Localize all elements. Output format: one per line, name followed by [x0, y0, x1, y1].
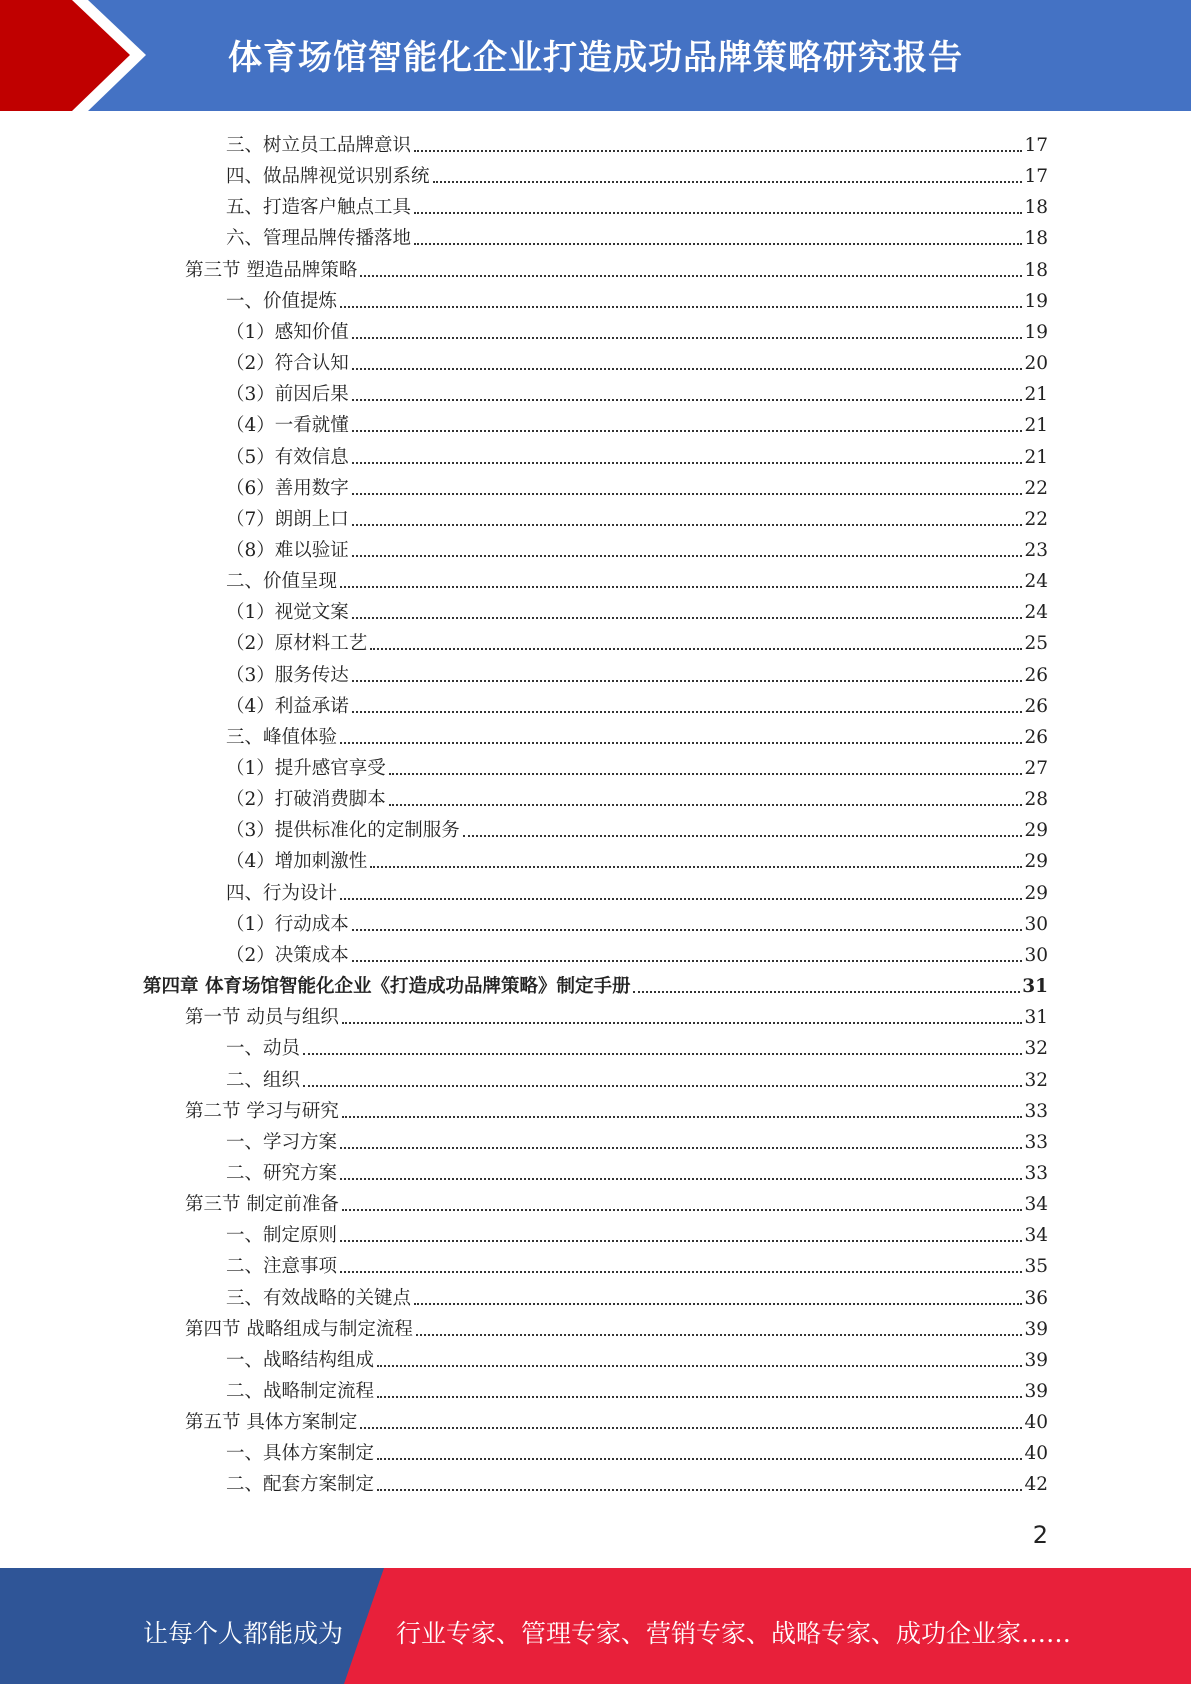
toc-entry[interactable]	[226, 220, 1048, 251]
toc-entry-title: （3）前因后果	[226, 384, 349, 406]
toc-entry[interactable]	[226, 1217, 1048, 1248]
toc-dot-leader	[352, 929, 1023, 931]
toc-entry[interactable]	[226, 283, 1048, 314]
toc-dot-leader	[342, 1022, 1023, 1024]
toc-entry-page: 21	[1024, 446, 1048, 468]
toc-entry[interactable]	[226, 501, 1048, 532]
toc-entry-page: 42	[1024, 1474, 1048, 1496]
toc-entry[interactable]	[226, 625, 1048, 656]
toc-dot-leader	[414, 150, 1022, 152]
toc-entry[interactable]	[226, 1435, 1048, 1466]
toc-entry-title: 第三节 塑造品牌策略	[185, 259, 358, 281]
toc-entry[interactable]	[226, 314, 1048, 345]
toc-entry-title: （1）提升感官享受	[226, 758, 386, 779]
toc-dot-leader	[370, 648, 1022, 650]
toc-entry-title: 一、动员	[226, 1038, 301, 1060]
toc-entry[interactable]	[185, 1404, 1048, 1435]
toc-entry-title: 第四章 体育场馆智能化企业《打造成功品牌策略》制定手册	[143, 976, 631, 998]
toc-entry-page: 34	[1024, 1225, 1048, 1247]
toc-entry[interactable]	[226, 470, 1048, 501]
header-arrow-decoration	[0, 0, 160, 111]
toc-entry-title: （4）利益承诺	[226, 695, 349, 717]
toc-entry-page: 31	[1022, 976, 1048, 998]
toc-entry-title: （3）提供标准化的定制服务	[226, 820, 460, 842]
toc-dot-leader	[352, 711, 1023, 713]
toc-entry-page: 33	[1024, 1100, 1048, 1122]
toc-entry-page: 23	[1024, 539, 1048, 561]
page-header	[0, 0, 1191, 111]
toc-entry-title: 四、做品牌视觉识别系统	[226, 166, 430, 188]
toc-dot-leader	[352, 524, 1023, 526]
toc-dot-leader	[463, 835, 1023, 837]
toc-entry[interactable]	[226, 594, 1048, 625]
toc-dot-leader	[389, 804, 1023, 806]
document-title: 体育场馆智能化企业打造成功品牌策略研究报告	[228, 38, 963, 78]
toc-entry-page: 18	[1024, 259, 1048, 281]
toc-entry[interactable]	[226, 563, 1048, 594]
toc-entry-title: 三、有效战略的关键点	[226, 1287, 412, 1309]
toc-entry-title: 第二节 学习与研究	[185, 1100, 339, 1122]
toc-entry-page: 26	[1024, 726, 1048, 748]
toc-entry[interactable]	[226, 1124, 1048, 1155]
toc-entry-page: 29	[1024, 882, 1048, 904]
toc-dot-leader	[377, 1458, 1022, 1460]
toc-entry[interactable]	[226, 781, 1048, 812]
toc-dot-leader	[352, 430, 1023, 432]
toc-entry-page: 28	[1024, 789, 1048, 811]
toc-entry-title: （2）原材料工艺	[226, 633, 368, 655]
toc-entry[interactable]	[226, 688, 1048, 719]
toc-dot-leader	[340, 586, 1022, 588]
toc-dot-leader	[360, 1427, 1022, 1429]
toc-dot-leader	[633, 991, 1020, 993]
toc-entry-page: 35	[1024, 1256, 1048, 1278]
page-number: 2	[1032, 1521, 1048, 1549]
toc-entry[interactable]	[185, 252, 1048, 283]
toc-entry-page: 24	[1024, 602, 1048, 624]
toc-entry[interactable]	[226, 657, 1048, 688]
toc-entry[interactable]	[226, 189, 1048, 220]
toc-dot-leader	[340, 898, 1022, 900]
toc-dot-leader	[352, 399, 1023, 401]
toc-entry[interactable]	[185, 999, 1048, 1030]
toc-entry-page: 33	[1024, 1162, 1048, 1184]
toc-entry-title: 二、研究方案	[226, 1162, 338, 1184]
toc-dot-leader	[352, 617, 1023, 619]
toc-entry-title: （2）打破消费脚本	[226, 789, 386, 811]
toc-entry-title: （2）决策成本	[226, 944, 349, 966]
toc-entry-title: 一、战略结构组成	[226, 1349, 375, 1371]
toc-dot-leader	[352, 960, 1023, 962]
toc-entry-title: 二、组织	[226, 1069, 301, 1091]
toc-dot-leader	[370, 866, 1022, 868]
toc-dot-leader	[377, 1396, 1022, 1398]
toc-entry[interactable]	[226, 439, 1048, 470]
toc-entry[interactable]	[226, 1030, 1048, 1061]
toc-dot-leader	[342, 1116, 1023, 1118]
toc-entry-title: 五、打造客户触点工具	[226, 197, 412, 219]
toc-entry[interactable]	[226, 1280, 1048, 1311]
toc-entry-page: 18	[1024, 228, 1048, 250]
toc-entry[interactable]	[226, 875, 1048, 906]
toc-entry-title: 第三节 制定前准备	[185, 1194, 339, 1216]
toc-entry-title: 第四节 战略组成与制定流程	[185, 1318, 413, 1340]
toc-entry-page: 39	[1024, 1381, 1048, 1402]
toc-entry-page: 22	[1024, 477, 1048, 499]
toc-entry-page: 29	[1024, 851, 1048, 873]
footer-slogan-left: 让每个人都能成为	[143, 1619, 344, 1648]
toc-dot-leader	[352, 368, 1023, 370]
toc-dot-leader	[340, 1178, 1022, 1180]
toc-entry-page: 17	[1024, 166, 1048, 188]
toc-entry-page: 32	[1024, 1069, 1048, 1091]
footer-slogan-right: 行业专家、管理专家、营销专家、战略专家、成功企业家……	[396, 1619, 1072, 1648]
toc-entry-title: 一、制定原则	[226, 1225, 338, 1247]
toc-dot-leader	[303, 1053, 1022, 1055]
toc-dot-leader	[340, 1271, 1022, 1273]
toc-entry[interactable]	[226, 158, 1048, 189]
toc-entry-page: 26	[1024, 695, 1048, 717]
toc-entry-page: 24	[1024, 571, 1048, 593]
toc-entry-title: 四、行为设计	[226, 882, 338, 904]
toc-entry-page: 19	[1024, 321, 1048, 343]
toc-entry-page: 29	[1024, 820, 1048, 842]
toc-dot-leader	[352, 680, 1023, 682]
toc-entry-page: 30	[1024, 913, 1048, 935]
toc-dot-leader	[340, 306, 1022, 308]
toc-entry[interactable]	[226, 750, 1048, 781]
toc-entry-page: 40	[1024, 1443, 1048, 1465]
toc-entry[interactable]	[185, 1186, 1048, 1217]
toc-entry[interactable]	[226, 937, 1048, 968]
toc-entry[interactable]	[226, 1466, 1048, 1497]
toc-entry[interactable]	[226, 1373, 1048, 1404]
toc-entry-title: 二、价值呈现	[226, 571, 338, 593]
toc-entry-title: （1）感知价值	[226, 321, 349, 343]
toc-entry-title: （6）善用数字	[226, 477, 349, 499]
toc-entry-title: 一、学习方案	[226, 1131, 338, 1153]
toc-entry-title: 一、价值提炼	[226, 290, 338, 312]
toc-entry[interactable]	[226, 906, 1048, 937]
toc-entry-title: 二、注意事项	[226, 1256, 338, 1278]
toc-entry[interactable]	[226, 812, 1048, 843]
toc-dot-leader	[340, 1147, 1022, 1149]
toc-dot-leader	[340, 742, 1022, 744]
toc-entry-title: 三、树立员工品牌意识	[226, 135, 412, 156]
toc-entry-page: 20	[1024, 353, 1048, 375]
toc-entry-title: （7）朗朗上口	[226, 508, 349, 530]
toc-entry-page: 34	[1024, 1194, 1048, 1216]
toc-entry-title: （1）视觉文案	[226, 602, 349, 624]
toc-entry[interactable]	[226, 407, 1048, 438]
toc-entry-title: （2）符合认知	[226, 353, 349, 375]
toc-dot-leader	[342, 1209, 1023, 1211]
toc-entry[interactable]	[226, 719, 1048, 750]
toc-entry-title: 二、战略制定流程	[226, 1381, 375, 1402]
toc-entry-page: 18	[1024, 197, 1048, 219]
toc-entry[interactable]	[185, 1311, 1048, 1342]
toc-entry[interactable]	[226, 843, 1048, 874]
toc-entry-title: （4）一看就懂	[226, 415, 349, 437]
toc-entry[interactable]	[143, 968, 1048, 999]
toc-dot-leader	[414, 243, 1022, 245]
toc-entry-title: 一、具体方案制定	[226, 1443, 375, 1465]
toc-entry[interactable]	[226, 345, 1048, 376]
toc-entry-title: （1）行动成本	[226, 913, 349, 935]
toc-dot-leader	[352, 555, 1023, 557]
toc-entry-title: （3）服务传达	[226, 664, 349, 686]
toc-dot-leader	[433, 181, 1023, 183]
toc-entry-title: 六、管理品牌传播落地	[226, 228, 412, 250]
toc-dot-leader	[414, 1303, 1022, 1305]
toc-entry-page: 25	[1024, 633, 1048, 655]
toc-entry-page: 33	[1024, 1131, 1048, 1153]
toc-entry[interactable]	[226, 1062, 1048, 1093]
toc-dot-leader	[352, 337, 1023, 339]
toc-entry[interactable]	[226, 1342, 1048, 1373]
toc-dot-leader	[389, 773, 1023, 775]
toc-entry-title: 二、配套方案制定	[226, 1474, 375, 1496]
toc-entry-page: 26	[1024, 664, 1048, 686]
toc-entry-page: 17	[1024, 135, 1048, 156]
toc-entry-page: 21	[1024, 384, 1048, 406]
toc-dot-leader	[416, 1334, 1023, 1336]
toc-dot-leader	[377, 1489, 1022, 1491]
toc-entry[interactable]	[226, 376, 1048, 407]
toc-entry[interactable]	[226, 532, 1048, 563]
toc-entry-page: 21	[1024, 415, 1048, 437]
toc-entry-page: 27	[1024, 758, 1048, 779]
toc-entry-page: 31	[1024, 1007, 1048, 1029]
page-footer	[0, 1568, 1191, 1684]
toc-entry[interactable]	[226, 1155, 1048, 1186]
toc-entry-title: 第一节 动员与组织	[185, 1007, 339, 1029]
toc-entry-page: 32	[1024, 1038, 1048, 1060]
toc-entry-page: 30	[1024, 944, 1048, 966]
toc-entry-page: 19	[1024, 290, 1048, 312]
toc-entry-title: 三、峰值体验	[226, 726, 338, 748]
toc-dot-leader	[352, 493, 1023, 495]
toc-entry-title: （4）增加刺激性	[226, 851, 368, 873]
toc-dot-leader	[303, 1085, 1022, 1087]
toc-entry[interactable]	[226, 1248, 1048, 1279]
toc-entry-title: （8）难以验证	[226, 539, 349, 561]
toc-dot-leader	[414, 212, 1022, 214]
toc-entry-title: 第五节 具体方案制定	[185, 1412, 358, 1434]
toc-dot-leader	[340, 1240, 1022, 1242]
toc-entry[interactable]	[226, 127, 1048, 158]
toc-dot-leader	[352, 462, 1023, 464]
toc-dot-leader	[360, 275, 1022, 277]
toc-entry-page: 40	[1024, 1412, 1048, 1434]
toc-entry-page: 36	[1024, 1287, 1048, 1309]
toc-dot-leader	[377, 1365, 1022, 1367]
toc-entry[interactable]	[185, 1093, 1048, 1124]
toc-entry-title: （5）有效信息	[226, 446, 349, 468]
toc-entry-page: 22	[1024, 508, 1048, 530]
toc-entry-page: 39	[1024, 1349, 1048, 1371]
toc-entry-page: 39	[1024, 1318, 1048, 1340]
